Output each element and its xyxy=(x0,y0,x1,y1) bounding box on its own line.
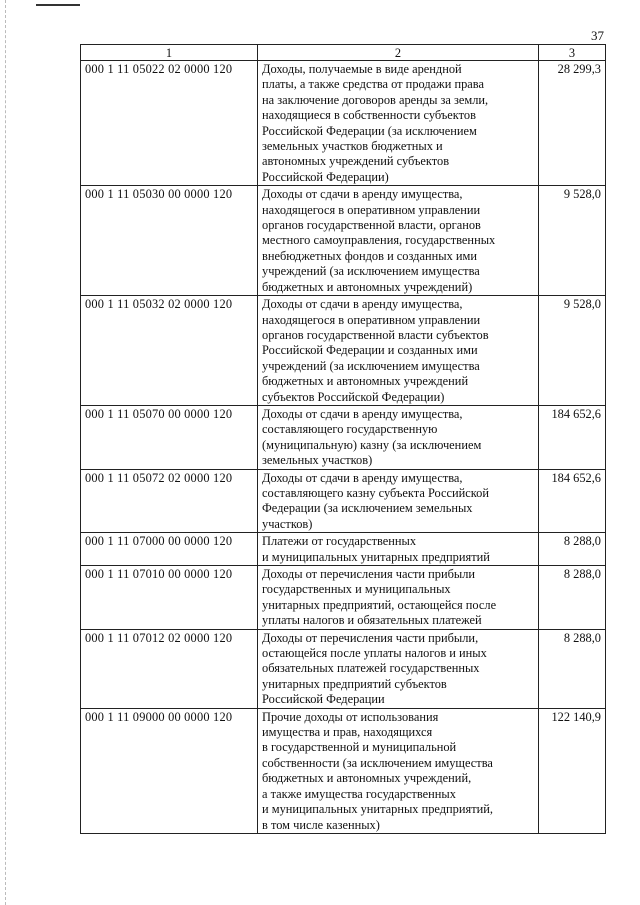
revenue-code: 000 1 11 05072 02 0000 120 xyxy=(81,469,258,533)
description-line: участков) xyxy=(262,516,313,531)
table-row xyxy=(81,566,606,630)
description-line: Российской Федерации) xyxy=(262,169,389,184)
description-line: собственности (за исключением имущества xyxy=(262,755,493,770)
description-line: земельных участков бюджетных и xyxy=(262,139,443,154)
table-row xyxy=(81,469,606,533)
table-row xyxy=(81,708,606,833)
scan-mark xyxy=(36,4,80,6)
revenue-code: 000 1 11 07010 00 0000 120 xyxy=(81,566,258,630)
header-col-3: 3 xyxy=(539,45,606,61)
table-row xyxy=(81,296,606,406)
revenue-amount: 8 288,0 xyxy=(539,566,606,630)
revenue-amount: 184 652,6 xyxy=(539,469,606,533)
budget-revenue-table xyxy=(80,44,606,834)
revenue-description xyxy=(258,629,539,708)
description-line: учреждений (за исключением имущества xyxy=(262,264,480,279)
description-line: бюджетных и автономных учреждений xyxy=(262,374,469,389)
table-header-row xyxy=(81,45,606,61)
description-line: Федерации (за исключением земельных xyxy=(262,501,473,516)
description-line: и муниципальных унитарных предприятий xyxy=(262,549,490,564)
revenue-code: 000 1 11 07000 00 0000 120 xyxy=(81,533,258,566)
description-line: составляющего казну субъекта Российской xyxy=(262,485,490,500)
revenue-description xyxy=(258,405,539,469)
revenue-amount: 9 528,0 xyxy=(539,296,606,406)
header-col-1: 1 xyxy=(81,45,258,61)
description-line: Доходы от перечисления части прибыли xyxy=(262,567,476,581)
description-line: Российской Федерации xyxy=(262,692,385,707)
description-line: находящегося в оперативном управлении xyxy=(262,202,481,217)
description-line: находящегося в оперативном управлении xyxy=(262,312,481,327)
description-line: Доходы от сдачи в аренду имущества, xyxy=(262,470,463,485)
revenue-code: 000 1 11 07012 02 0000 120 xyxy=(81,629,258,708)
description-line: Доходы, получаемые в виде арендной xyxy=(262,62,462,76)
description-line: имущества и прав, находящихся xyxy=(262,725,433,740)
revenue-amount: 122 140,9 xyxy=(539,708,606,833)
table-row xyxy=(81,61,606,186)
description-line: бюджетных и автономных учреждений) xyxy=(262,279,473,294)
table-row xyxy=(81,533,606,566)
revenue-code: 000 1 11 09000 00 0000 120 xyxy=(81,708,258,833)
table-row xyxy=(81,186,606,296)
description-line: земельных участков) xyxy=(262,453,373,468)
revenue-description xyxy=(258,566,539,630)
description-line: находящиеся в собственности субъектов xyxy=(262,108,476,123)
revenue-code: 000 1 11 05032 02 0000 120 xyxy=(81,296,258,406)
description-line: в том числе казенных) xyxy=(262,817,380,832)
description-line: уплаты налогов и обязательных платежей xyxy=(262,613,482,628)
description-line: органов государственной власти, органов xyxy=(262,218,481,233)
revenue-amount: 184 652,6 xyxy=(539,405,606,469)
description-line: обязательных платежей государственных xyxy=(262,661,480,676)
revenue-code: 000 1 11 05030 00 0000 120 xyxy=(81,186,258,296)
description-line: Платежи от государственных xyxy=(262,534,417,549)
description-line: Прочие доходы от использования xyxy=(262,709,439,724)
description-line: Российской Федерации и созданных ими xyxy=(262,343,478,358)
revenue-description xyxy=(258,469,539,533)
description-line: Доходы от сдачи в аренду имущества, xyxy=(262,297,463,312)
page-number: 37 xyxy=(591,28,604,43)
revenue-amount: 9 528,0 xyxy=(539,186,606,296)
description-line: субъектов Российской Федерации) xyxy=(262,389,445,404)
revenue-amount: 8 288,0 xyxy=(539,533,606,566)
description-line: составляющего государственную xyxy=(262,422,438,437)
revenue-description xyxy=(258,186,539,296)
revenue-code: 000 1 11 05022 02 0000 120 xyxy=(81,61,258,186)
header-col-2: 2 xyxy=(258,45,539,61)
description-line: в государственной и муниципальной xyxy=(262,740,457,755)
scan-page-edge xyxy=(0,0,6,905)
revenue-amount: 28 299,3 xyxy=(539,61,606,186)
description-line: Доходы от сдачи в аренду имущества, xyxy=(262,406,463,421)
description-line: унитарных предприятий, остающейся после xyxy=(262,597,497,612)
description-line: (муниципальную) казну (за исключением xyxy=(262,437,482,452)
description-line: а также имущества государственных xyxy=(262,786,456,801)
description-line: Российской Федерации (за исключением xyxy=(262,123,477,138)
description-line: органов государственной власти субъектов xyxy=(262,327,489,342)
revenue-description xyxy=(258,61,539,186)
table-row xyxy=(81,405,606,469)
description-line: учреждений (за исключением имущества xyxy=(262,358,480,373)
description-line: унитарных предприятий субъектов xyxy=(262,676,447,691)
description-line: остающейся после уплаты налогов и иных xyxy=(262,646,487,661)
description-line: на заключение договоров аренды за земли, xyxy=(262,92,489,107)
description-line: и муниципальных унитарных предприятий, xyxy=(262,802,493,817)
description-line: местного самоуправления, государственных xyxy=(262,233,496,248)
description-line: автономных учреждений субъектов xyxy=(262,154,450,169)
table-row xyxy=(81,629,606,708)
description-line: Доходы от перечисления части прибыли, xyxy=(262,630,479,645)
revenue-amount: 8 288,0 xyxy=(539,629,606,708)
revenue-code: 000 1 11 05070 00 0000 120 xyxy=(81,405,258,469)
description-line: Доходы от сдачи в аренду имущества, xyxy=(262,187,463,202)
description-line: бюджетных и автономных учреждений, xyxy=(262,771,472,786)
description-line: платы, а также средства от продажи права xyxy=(262,77,484,92)
revenue-description xyxy=(258,533,539,566)
description-line: внебюджетных фондов и созданных ими xyxy=(262,248,477,263)
revenue-description xyxy=(258,296,539,406)
revenue-description xyxy=(258,708,539,833)
description-line: государственных и муниципальных xyxy=(262,582,451,597)
